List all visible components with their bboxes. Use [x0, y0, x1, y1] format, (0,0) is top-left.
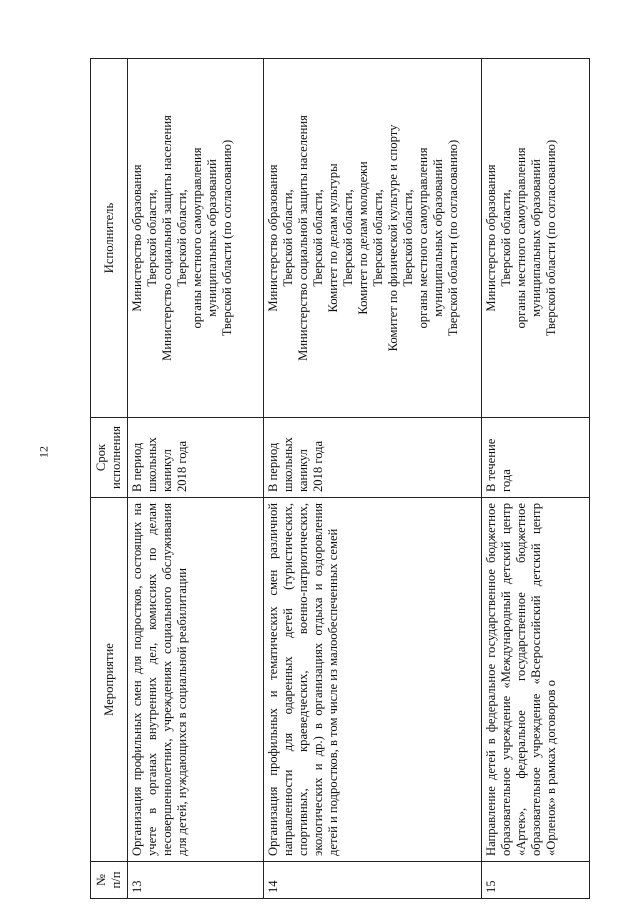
- page-number: 12: [36, 446, 51, 458]
- table-header-row: [91, 59, 128, 899]
- row-num: 13: [128, 862, 264, 899]
- header-event: Мероприятие: [91, 498, 128, 862]
- table-row: [128, 59, 264, 899]
- row-executor: Министерство образования Тверской области, Министерство социальной защиты населения Тверской области, органы местного самоуправления муниципальных образований Тверской области (по согласованию): [128, 59, 264, 418]
- row-num: 15: [482, 862, 590, 899]
- row-term: В течение года: [482, 418, 590, 498]
- document-sheet: [90, 59, 590, 899]
- header-num: № п/п: [91, 862, 128, 899]
- table-row: [482, 59, 590, 899]
- row-executor: Министерство образования Тверской области, Министерство социальной защиты населения Тверской области, Комитет по делам культуры Тверской области, Комитет по делам молодежи Тверской области, Комитет по физической культуре и спорту Тверской области, органы местного самоуправления муниципальных образований Тверской области (по согласованию): [264, 59, 482, 418]
- row-event: Организация профильных смен для подростков, состоящих на учете в органах внутренних дел, комиссиях по делам несовершеннолетних, учреждениях социального обслуживания для детей, нуждающихся в социальной реабилитации: [128, 498, 264, 862]
- header-term: Срок исполнения: [91, 418, 128, 498]
- header-executor: Исполнитель: [91, 59, 128, 418]
- row-event: Направление детей в федеральное государственное бюджетное образовательное учреждение «Международный детский центр «Артек», федеральное государственное бюджетное образовательное учреждение «Всероссийский детский центр «Орленок» в рамках договоров о: [482, 498, 590, 862]
- table-row: [264, 59, 482, 899]
- measures-table: [90, 58, 590, 899]
- row-num: 14: [264, 862, 482, 899]
- row-term: В период школьных каникул 2018 года: [128, 418, 264, 498]
- row-executor: Министерство образования Тверской области, органы местного самоуправления муниципальных образований Тверской области (по согласованию): [482, 59, 590, 418]
- row-term: В период школьных каникул 2018 года: [264, 418, 482, 498]
- row-event: Организация профильных и тематических смен различной направленности для одаренных детей (туристических, спортивных, краеведческих, военно-патриотических, экологических и др.) в организациях отдыха и оздоровления детей и подростков, в том числе из малообеспеченных семей: [264, 498, 482, 862]
